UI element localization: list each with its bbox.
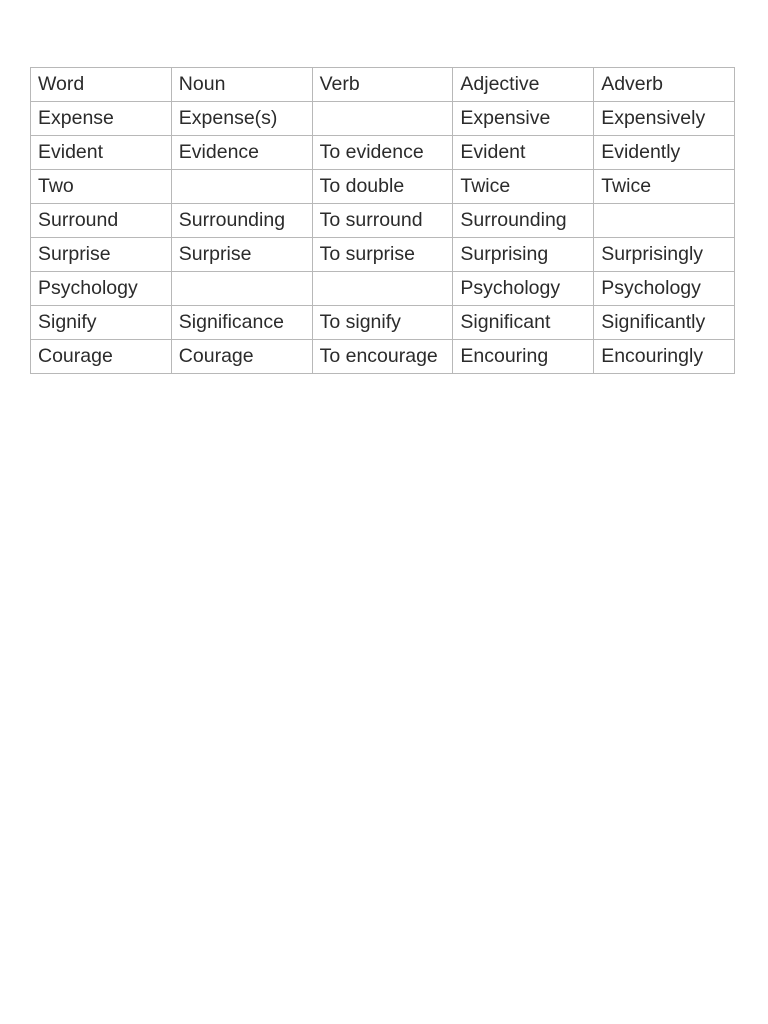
cell-adverb: Psychology <box>594 272 735 306</box>
cell-word: Courage <box>31 340 172 374</box>
cell-word: Expense <box>31 102 172 136</box>
table-row <box>31 238 735 272</box>
header-word: Word <box>31 68 172 102</box>
header-adjective: Adjective <box>453 68 594 102</box>
table-row <box>31 272 735 306</box>
cell-adverb: Expensively <box>594 102 735 136</box>
cell-adjective: Evident <box>453 136 594 170</box>
cell-verb: To encourage <box>312 340 453 374</box>
cell-noun: Courage <box>171 340 312 374</box>
cell-adjective: Significant <box>453 306 594 340</box>
table-row <box>31 170 735 204</box>
cell-word: Evident <box>31 136 172 170</box>
cell-verb: To signify <box>312 306 453 340</box>
word-forms-table <box>30 67 735 374</box>
table-row <box>31 204 735 238</box>
header-noun: Noun <box>171 68 312 102</box>
cell-noun <box>171 272 312 306</box>
cell-verb: To surprise <box>312 238 453 272</box>
cell-word: Signify <box>31 306 172 340</box>
table-header-row <box>31 68 735 102</box>
cell-word: Surprise <box>31 238 172 272</box>
header-verb: Verb <box>312 68 453 102</box>
header-adverb: Adverb <box>594 68 735 102</box>
cell-word: Two <box>31 170 172 204</box>
cell-verb: To evidence <box>312 136 453 170</box>
cell-noun <box>171 170 312 204</box>
cell-noun: Evidence <box>171 136 312 170</box>
cell-adjective: Encouring <box>453 340 594 374</box>
cell-adverb: Encouringly <box>594 340 735 374</box>
cell-adjective: Psychology <box>453 272 594 306</box>
table-row <box>31 102 735 136</box>
cell-adverb: Evidently <box>594 136 735 170</box>
cell-verb: To double <box>312 170 453 204</box>
cell-adjective: Twice <box>453 170 594 204</box>
cell-word: Surround <box>31 204 172 238</box>
cell-word: Psychology <box>31 272 172 306</box>
cell-adverb <box>594 204 735 238</box>
cell-noun: Surprise <box>171 238 312 272</box>
cell-noun: Surrounding <box>171 204 312 238</box>
cell-adjective: Surrounding <box>453 204 594 238</box>
cell-noun: Expense(s) <box>171 102 312 136</box>
cell-adjective: Surprising <box>453 238 594 272</box>
cell-adverb: Significantly <box>594 306 735 340</box>
table-row <box>31 306 735 340</box>
cell-adjective: Expensive <box>453 102 594 136</box>
table-row <box>31 136 735 170</box>
cell-adverb: Twice <box>594 170 735 204</box>
cell-verb <box>312 272 453 306</box>
cell-verb: To surround <box>312 204 453 238</box>
cell-noun: Significance <box>171 306 312 340</box>
cell-adverb: Surprisingly <box>594 238 735 272</box>
cell-verb <box>312 102 453 136</box>
table-row <box>31 340 735 374</box>
